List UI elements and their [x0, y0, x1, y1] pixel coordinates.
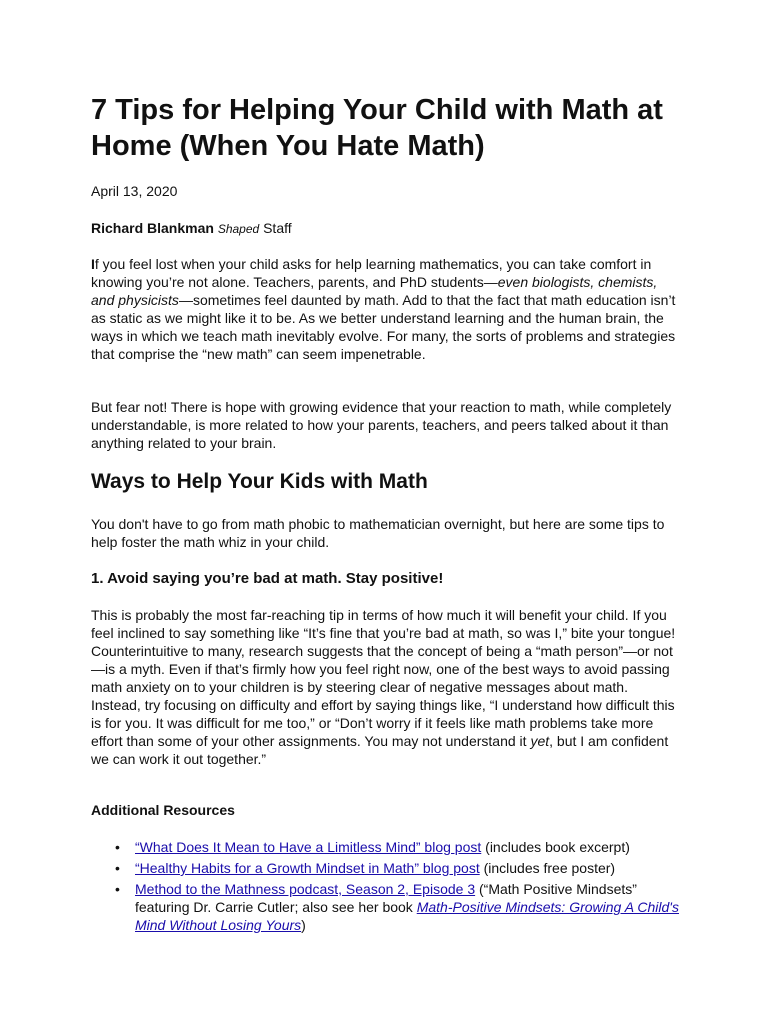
tip-1-text-a: This is probably the most far-reaching tip in terms of how much it will benefit your child. If you feel inclined to say something like “It’s fine that you’re bad at math, so was I,” bite your tongue! Counterintuitive to many, research suggests that the concept of being a “math person”—or not—is a myth. Even if that’s firmly how you feel right now, one of the best ways to avoid passing math anxiety on to your children is by steering clear of negative messages about math. Instead, try focusing on difficulty and effort by saying things like, “I understand how difficult this is for you. It was difficult for me too,” or “Don’t worry if it feels like math problems take more effort than some of your other assignments. You may not understand it: [91, 607, 676, 749]
list-item: [91, 859, 691, 877]
byline: [91, 219, 292, 238]
bullet: •: [115, 881, 120, 897]
author-org: Shaped: [217, 222, 260, 236]
section-heading: Ways to Help Your Kids with Math: [91, 470, 428, 493]
tip-1-body: [91, 606, 681, 768]
list-item: [91, 838, 691, 856]
intro-text-a: f you feel lost when your child asks for help learning mathematics, you can take comfort in knowing you’re not alone. Teachers, parents, and PhD students—: [91, 256, 652, 290]
resource-link-podcast[interactable]: Method to the Mathness podcast, Season 2, Episode 3: [135, 881, 476, 897]
intro-paragraph-1: [91, 255, 681, 363]
resource-link-limitless-mind[interactable]: “What Does It Mean to Have a Limitless Mind” blog post: [135, 839, 482, 855]
tip-1-text-b: , but I am confident we can work it out together.”: [91, 733, 669, 767]
intro-text-b: —sometimes feel daunted by math. Add to that the fact that math education isn’t as static as we might like it to be. As we better understand learning and the human brain, the ways in which we teach math inevitably evolve. For many, the sorts of problems and strategies that comprise the “new math” can seem impenetrable.: [91, 292, 676, 362]
author-role: Staff: [263, 220, 292, 236]
resource-note: (“Math Positive Mindsets” featuring Dr. Carrie Cutler; also see her book: [135, 881, 637, 915]
article-date: April 13, 2020: [91, 183, 178, 199]
resource-note-close: ): [301, 917, 306, 933]
section-intro: You don't have to go from math phobic to mathematician overnight, but here are some tips to help foster the math whiz in your child.: [91, 516, 665, 550]
drop-lead: I: [91, 256, 95, 272]
bullet: •: [115, 839, 120, 855]
resource-note: (includes book excerpt): [481, 839, 630, 855]
article-title: 7 Tips for Helping Your Child with Math at Home (When You Hate Math): [91, 94, 663, 162]
tip-1-text-em: yet: [530, 733, 550, 749]
resource-link-book[interactable]: Math-Positive Mindsets: Growing A Child's Mind Without Losing Yours: [135, 899, 679, 933]
author-name: Richard Blankman: [91, 220, 214, 236]
resources-list: [91, 838, 691, 937]
resource-link-healthy-habits[interactable]: “Healthy Habits for a Growth Mindset in Math” blog post: [135, 860, 480, 876]
bullet: •: [115, 860, 120, 876]
resources-heading: Additional Resources: [91, 802, 235, 818]
list-item: [91, 880, 691, 934]
intro-paragraph-2: But fear not! There is hope with growing evidence that your reaction to math, while completely understandable, is more related to how your parents, teachers, and peers talked about it than anything related to your brain.: [91, 399, 672, 451]
tip-1-heading: 1. Avoid saying you’re bad at math. Stay positive!: [91, 570, 444, 587]
resource-note: (includes free poster): [479, 860, 616, 876]
intro-text-em: even biologists, chemists, and physicists: [91, 274, 658, 308]
